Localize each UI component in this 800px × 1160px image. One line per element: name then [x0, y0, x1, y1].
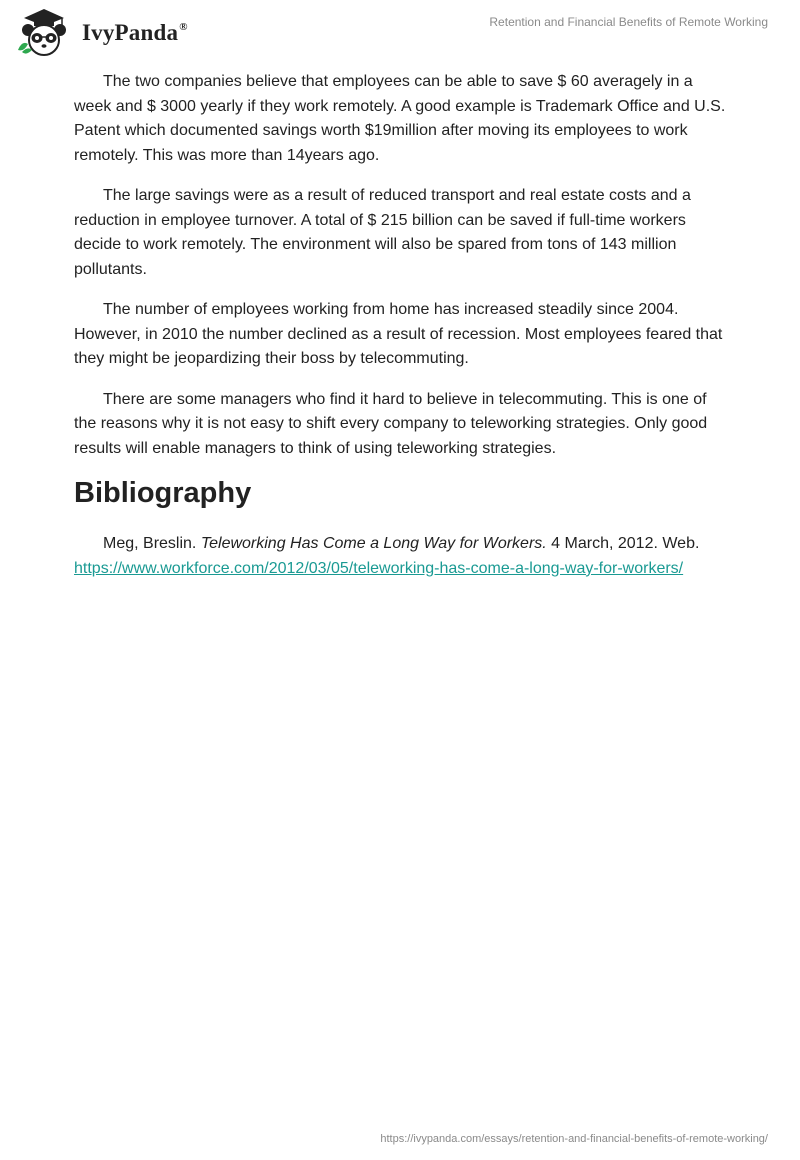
paragraph: There are some managers who find it hard to believe in telecommuting. This is one of the reasons why it is not easy to shift every company to teleworking strategies. Only good results will enable managers to think of using teleworking strategies. [74, 390, 708, 457]
citation-link[interactable]: https://www.workforce.com/2012/03/05/teleworking-has-come-a-long-way-for-workers/ [74, 559, 684, 577]
citation-author: Meg, Breslin. [103, 535, 201, 552]
bibliography-entry [74, 532, 726, 581]
paragraph: The two companies believe that employees can be able to save $ 60 averagely in a week and $ 3000 yearly if they work remotely. A good example is Trademark Office and U.S. Patent which documented savings worth $19million after moving its employees to work remotely. This was more than 14years ago. [74, 73, 726, 164]
panda-logo-icon [14, 6, 76, 58]
essay-body [74, 70, 726, 597]
ivypanda-logo[interactable] [14, 6, 188, 58]
citation-title: Teleworking Has Come a Long Way for Workers. [200, 535, 547, 552]
brand-name: IvyPanda® [82, 20, 188, 45]
paragraph: The large savings were as a result of reduced transport and real estate costs and a reduction in employee turnover. A total of $ 215 billion can be saved if full-time workers decide to work remotely. The environment will also be spared from tons of 143 million pollutants. [74, 187, 691, 278]
footer-source-url: https://ivypanda.com/essays/retention-and-financial-benefits-of-remote-working/ [380, 1133, 768, 1145]
page-header [0, 0, 800, 60]
bibliography-heading: Bibliography [74, 477, 252, 509]
paragraph: The number of employees working from home has increased steadily since 2004. However, in 2010 the number declined as a result of recession. Most employees feared that they might be jeopardizing their boss by telecommuting. [74, 301, 723, 367]
citation-date: 4 March, 2012. Web. [546, 535, 700, 552]
running-title: Retention and Financial Benefits of Remote Working [489, 15, 768, 29]
